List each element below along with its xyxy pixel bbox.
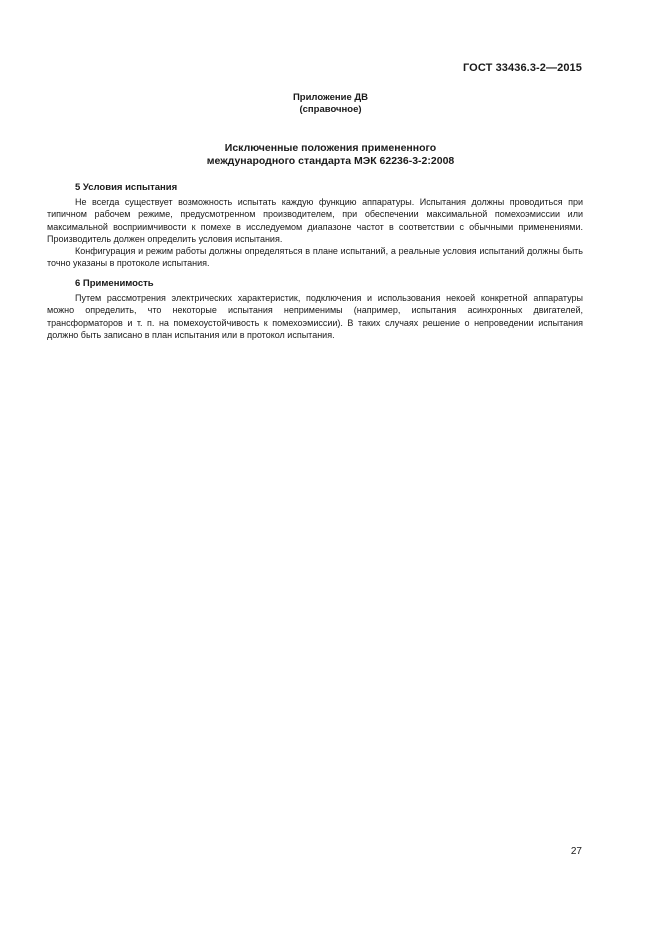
paragraph: Не всегда существует возможность испытать каждую функцию аппаратуры. Испытания должны проводиться при типичном рабочем режиме, предусмотренном производителем, при обеспечении максимальной помехоэмиссии или максимальной восприимчивости к помехе в исследуемом диапазоне частот в соответствии с обычными применениями. Производитель должен определить условия испытания.	[47, 197, 583, 244]
annex-subtitle: (справочное)	[299, 104, 362, 115]
main-title	[0, 142, 661, 168]
paragraph: Конфигурация и режим работы должны определяться в плане испытаний, а реальные условия испытаний должны быть точно указаны в протоколе испытания.	[47, 246, 583, 269]
annex-title: Приложение ДВ	[292, 92, 369, 103]
section-heading: 5 Условия испытания	[75, 182, 178, 193]
page-number: 27	[570, 846, 582, 857]
section-applicability	[47, 278, 583, 341]
section-heading: 6 Применимость	[75, 278, 154, 289]
section-test-conditions	[47, 182, 583, 269]
main-title-line-2: международного стандарта МЭК 62236-3-2:2008	[206, 155, 455, 167]
main-title-line-1: Исключенные положения примененного	[224, 142, 437, 154]
paragraph: Путем рассмотрения электрических характеристик, подключения и использования некоей конкретной аппаратуры можно определить, что некоторые испытания неприменимы (например, испытания асинхронных двигателей, трансформаторов и т. п. на помехоустойчивость к помехоэмиссии). В таких случаях решение о непроведении испытания должно быть записано в план испытания или в протокол испытания.	[47, 293, 583, 340]
document-code: ГОСТ 33436.3-2—2015	[462, 62, 582, 74]
